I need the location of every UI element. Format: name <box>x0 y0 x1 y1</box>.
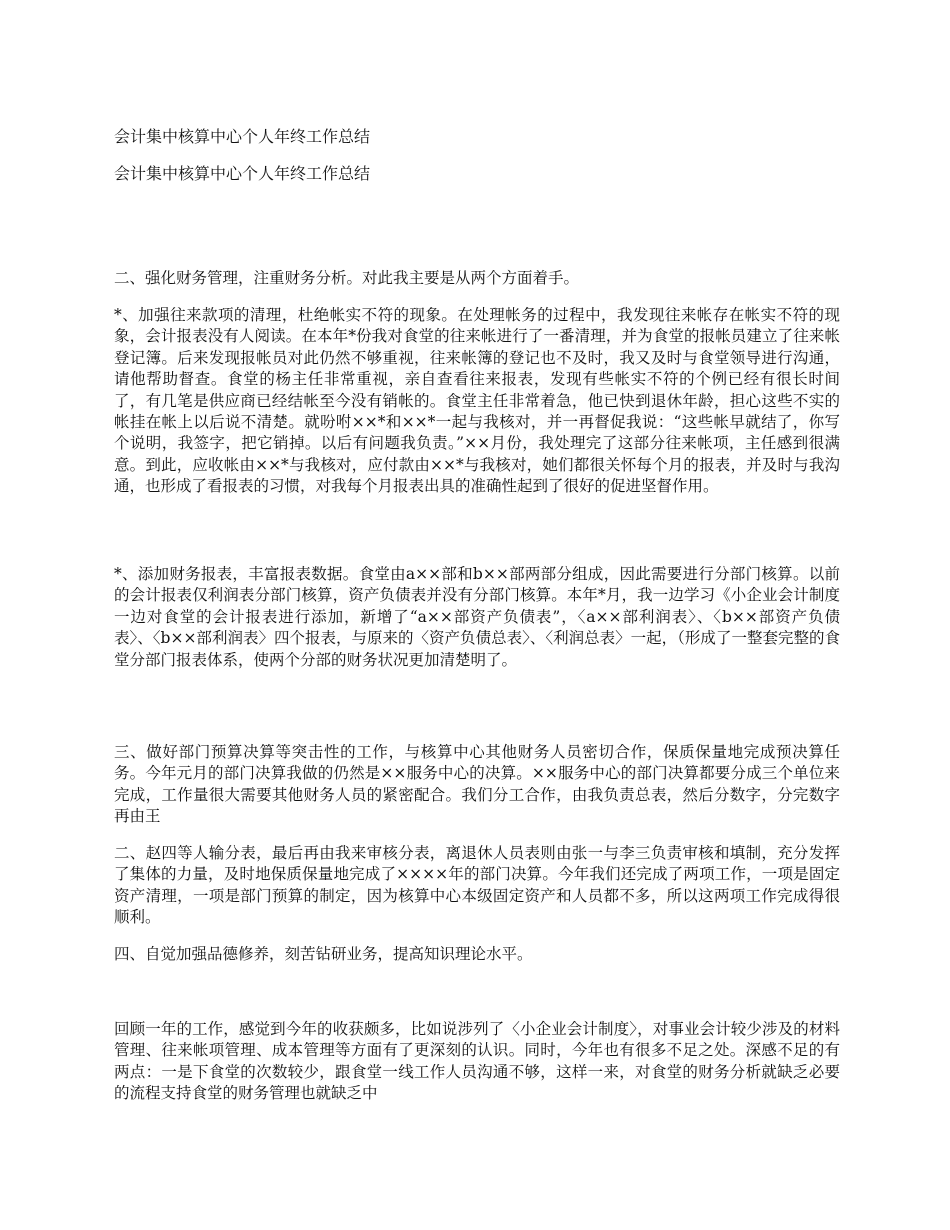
document-title-repeat: 会计集中核算中心个人年终工作总结 <box>114 164 371 183</box>
paragraph-final-accounts: 二、赵四等人输分表，最后再由我来审核分表，离退休人员表则由张一与李三负责审核和填制，充分发挥了集体的力量，及时地保质保量地完成了××××年的部门决算。今年我们还完成了两项工作，一项是固定资产清理，一项是部门预算的制定，因为核算中心本级固定资产和人员都不多，所以这两项工作完成得很顺利。 <box>114 844 840 927</box>
paragraph-review: 回顾一年的工作，感觉到今年的收获颇多，比如说涉列了〈小企业会计制度〉，对事业会计较少涉及的材料管理、往来帐项管理、成本管理等方面有了更深刻的认识。同时，今年也有很多不足之处。深感不足的有两点：一是下食堂的次数较少，跟食堂一线工作人员沟通不够，这样一来，对食堂的财务分析就缺乏必要的流程支持食堂的财务管理也就缺乏中 <box>114 1020 840 1103</box>
paragraph-receivables: *、加强往来款项的清理，杜绝帐实不符的现象。在处理帐务的过程中，我发现往来帐存在帐实不符的现象，会计报表没有人阅读。在本年*份我对食堂的往来帐进行了一番清理，并为食堂的报帐员建立了往来帐登记簿。后来发现报帐员对此仍然不够重视，往来帐簿的登记也不及时，我又及时与食堂领导进行沟通，请他帮助督查。食堂的杨主任非常重视，亲自查看往来报表，发现有些帐实不符的个例已经有很长时间了，有几笔是供应商已经结帐至今没有销帐的。食堂主任非常着急，他已快到退休年龄，担心这些不实的帐挂在帐上以后说不清楚。就吩咐××*和××*一起与我核对，并一再督促我说：“这些帐早就结了，你写个说明，我签字，把它销掉。以后有问题我负责。”××月份，我处理完了这部分往来帐项，主任感到很满意。到此，应收帐由××*与我核对，应付款由××*与我核对，她们都很关怀每个月的报表，并及时与我沟通，也形成了看报表的习惯，对我每个月报表出具的准确性起到了很好的促进坚督作用。 <box>114 306 840 496</box>
section-heading-budget: 三、做好部门预算决算等突击性的工作，与核算中心其他财务人员密切合作，保质保量地完成预决算任务。今年元月的部门决算我做的仍然是××服务中心的决算。××服务中心的部门决算都要分成三个单位来完成，工作量很大需要其他财务人员的紧密配合。我们分工合作，由我负责总表，然后分数字，分完数字再由王 <box>114 743 840 826</box>
section-heading-finance: 二、强化财务管理，注重财务分析。对此我主要是从两个方面着手。 <box>114 269 580 287</box>
paragraph-reports: *、添加财务报表，丰富报表数据。食堂由a××部和b××部两部分组成，因此需要进行分部门核算。以前的会计报表仅利润表分部门核算，资产负债表并没有分部门核算。本年*月，我一边学习《小企业会计制度一边对食堂的会计报表进行添加，新增了“a××部资产负债表”，〈a××部利润表〉、〈b××部资产负债表〉、〈b××部利润表〉四个报表，与原来的〈资产负债总表〉、〈利润总表〉一起，（形成了一整套完整的食堂分部门报表体系，使两个分部的财务状况更加清楚明了。 <box>114 565 840 669</box>
document-title: 会计集中核算中心个人年终工作总结 <box>114 127 371 146</box>
section-heading-ethics: 四、自觉加强品德修养，刻苦钻研业务，提高知识理论水平。 <box>114 945 533 963</box>
